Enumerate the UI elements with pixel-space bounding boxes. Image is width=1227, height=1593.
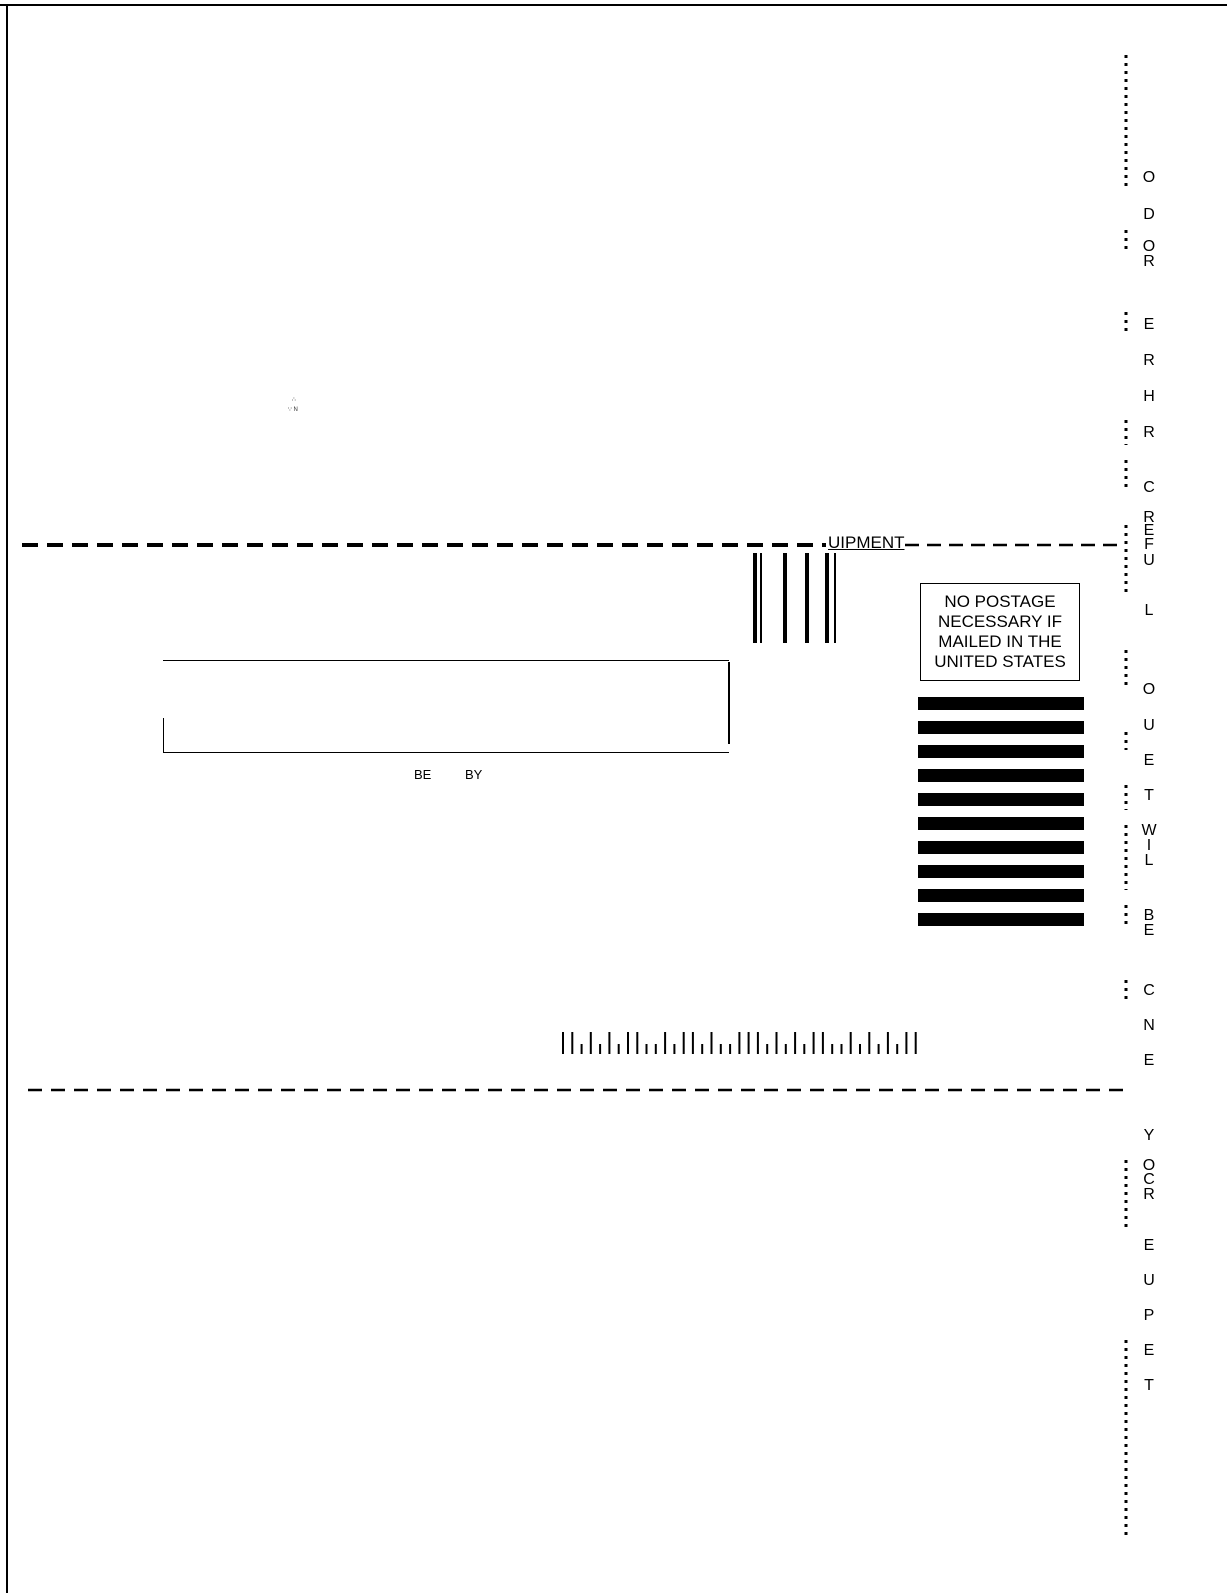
barcode-bar — [794, 1032, 796, 1054]
barcode-bar — [673, 1044, 675, 1054]
barcode-bar — [785, 1044, 787, 1054]
side-text-letter: E — [1143, 1342, 1155, 1359]
barcode-bar — [831, 1044, 833, 1054]
side-text-letter: E — [1143, 522, 1155, 539]
side-text-letter: O — [1142, 169, 1156, 186]
barcode-bar — [590, 1032, 592, 1054]
side-text-letter: C — [1143, 1171, 1155, 1188]
address-label-be: BE — [414, 767, 432, 782]
fim-bar — [783, 553, 787, 643]
side-text-letter: P — [1143, 1307, 1155, 1324]
side-text-letter: U — [1143, 717, 1155, 734]
barcode-bar — [618, 1044, 620, 1054]
barcode-bar — [608, 1032, 610, 1054]
postal-id-bar — [918, 817, 1084, 830]
side-text-letter: F — [1144, 536, 1154, 553]
postnet-barcode — [562, 1032, 924, 1056]
side-text-letter: R — [1143, 1186, 1155, 1203]
side-text-letter: L — [1144, 852, 1154, 869]
barcode-bar — [729, 1044, 731, 1054]
fim-bar — [753, 553, 757, 643]
barcode-bar — [915, 1032, 917, 1054]
side-text-letter: O — [1142, 681, 1156, 698]
page-left-border — [6, 4, 8, 1593]
barcode-bar — [803, 1044, 805, 1054]
barcode-bar — [692, 1032, 694, 1054]
fim-bar — [805, 553, 809, 643]
postal-id-bar — [918, 865, 1084, 878]
address-label-by: BY — [465, 767, 483, 782]
barcode-bar — [562, 1032, 564, 1054]
barcode-bar — [711, 1032, 713, 1054]
barcode-bar — [748, 1032, 750, 1054]
scan-speck: ∵ N — [288, 407, 298, 413]
side-text-letter: N — [1143, 1017, 1155, 1034]
postal-id-bar — [918, 697, 1084, 710]
fim-bar — [760, 553, 762, 643]
lower-fold-line — [0, 1086, 1127, 1094]
side-text-letter: W — [1141, 822, 1157, 839]
postal-id-bar — [918, 745, 1084, 758]
barcode-bar — [646, 1044, 648, 1054]
side-text-letter: R — [1143, 509, 1155, 526]
postal-id-bar — [918, 889, 1084, 902]
barcode-bar — [776, 1032, 778, 1054]
postal-id-bar — [918, 721, 1084, 734]
address-box-right — [728, 662, 730, 744]
side-text-letter: E — [1143, 316, 1155, 333]
side-text-letter: E — [1143, 1052, 1155, 1069]
side-text-letter: R — [1143, 424, 1155, 441]
scan-speck: ∴ — [292, 397, 296, 403]
side-text-letter: O — [1142, 1157, 1156, 1174]
barcode-bar — [627, 1032, 629, 1054]
barcode-bar — [850, 1032, 852, 1054]
fim-bar — [825, 553, 829, 643]
barcode-bar — [878, 1044, 880, 1054]
side-dotted-line — [1120, 50, 1132, 1550]
barcode-bar — [571, 1032, 573, 1054]
barcode-bar — [664, 1032, 666, 1054]
side-text-letter: L — [1144, 602, 1154, 619]
side-text-letter: R — [1143, 253, 1155, 270]
postal-id-bar — [918, 913, 1084, 926]
side-text-letter: C — [1143, 479, 1155, 496]
side-text-letter: C — [1143, 982, 1155, 999]
barcode-bar — [905, 1032, 907, 1054]
side-text-letter: U — [1143, 1272, 1155, 1289]
page-top-border — [0, 4, 1227, 6]
barcode-bar — [813, 1032, 815, 1054]
barcode-bar — [896, 1044, 898, 1054]
no-postage-notice — [920, 583, 1080, 681]
postage-line: NECESSARY IF — [937, 612, 1063, 631]
fim-bar — [834, 553, 836, 643]
side-text-letter: U — [1143, 552, 1155, 569]
side-text-letter: D — [1143, 206, 1155, 223]
postal-id-bar — [918, 769, 1084, 782]
address-box-top — [163, 660, 729, 661]
side-text-letter: B — [1143, 907, 1155, 924]
side-text-letter: T — [1144, 787, 1154, 804]
postal-id-bar — [918, 793, 1084, 806]
barcode-bar — [822, 1032, 824, 1054]
barcode-bar — [757, 1032, 759, 1054]
postal-id-bar — [918, 841, 1084, 854]
barcode-bar — [738, 1032, 740, 1054]
barcode-bar — [887, 1032, 889, 1054]
postage-line: UNITED STATES — [934, 652, 1066, 671]
side-text-letter: R — [1143, 352, 1155, 369]
barcode-bar — [720, 1044, 722, 1054]
barcode-bar — [766, 1044, 768, 1054]
address-box-left — [163, 718, 164, 752]
barcode-bar — [655, 1044, 657, 1054]
upper-fold-line — [0, 540, 1127, 550]
side-text-letter: I — [1146, 837, 1152, 854]
barcode-bar — [859, 1044, 861, 1054]
postage-line: NO POSTAGE — [944, 592, 1056, 611]
side-text-letter: E — [1143, 922, 1155, 939]
side-text-letter: O — [1142, 238, 1156, 255]
address-box-bottom — [163, 752, 729, 753]
fold-label: UIPMENT — [828, 533, 905, 552]
side-text-letter: E — [1143, 1237, 1155, 1254]
barcode-bar — [868, 1032, 870, 1054]
postage-line: MAILED IN THE — [938, 632, 1062, 651]
barcode-bar — [599, 1044, 601, 1054]
side-text-letter: Y — [1143, 1127, 1155, 1144]
barcode-bar — [701, 1044, 703, 1054]
side-text-letter: T — [1144, 1377, 1154, 1394]
side-text-letter: H — [1143, 388, 1155, 405]
side-text-letter: E — [1143, 752, 1155, 769]
barcode-bar — [683, 1032, 685, 1054]
barcode-bar — [581, 1044, 583, 1054]
barcode-bar — [841, 1044, 843, 1054]
barcode-bar — [636, 1032, 638, 1054]
